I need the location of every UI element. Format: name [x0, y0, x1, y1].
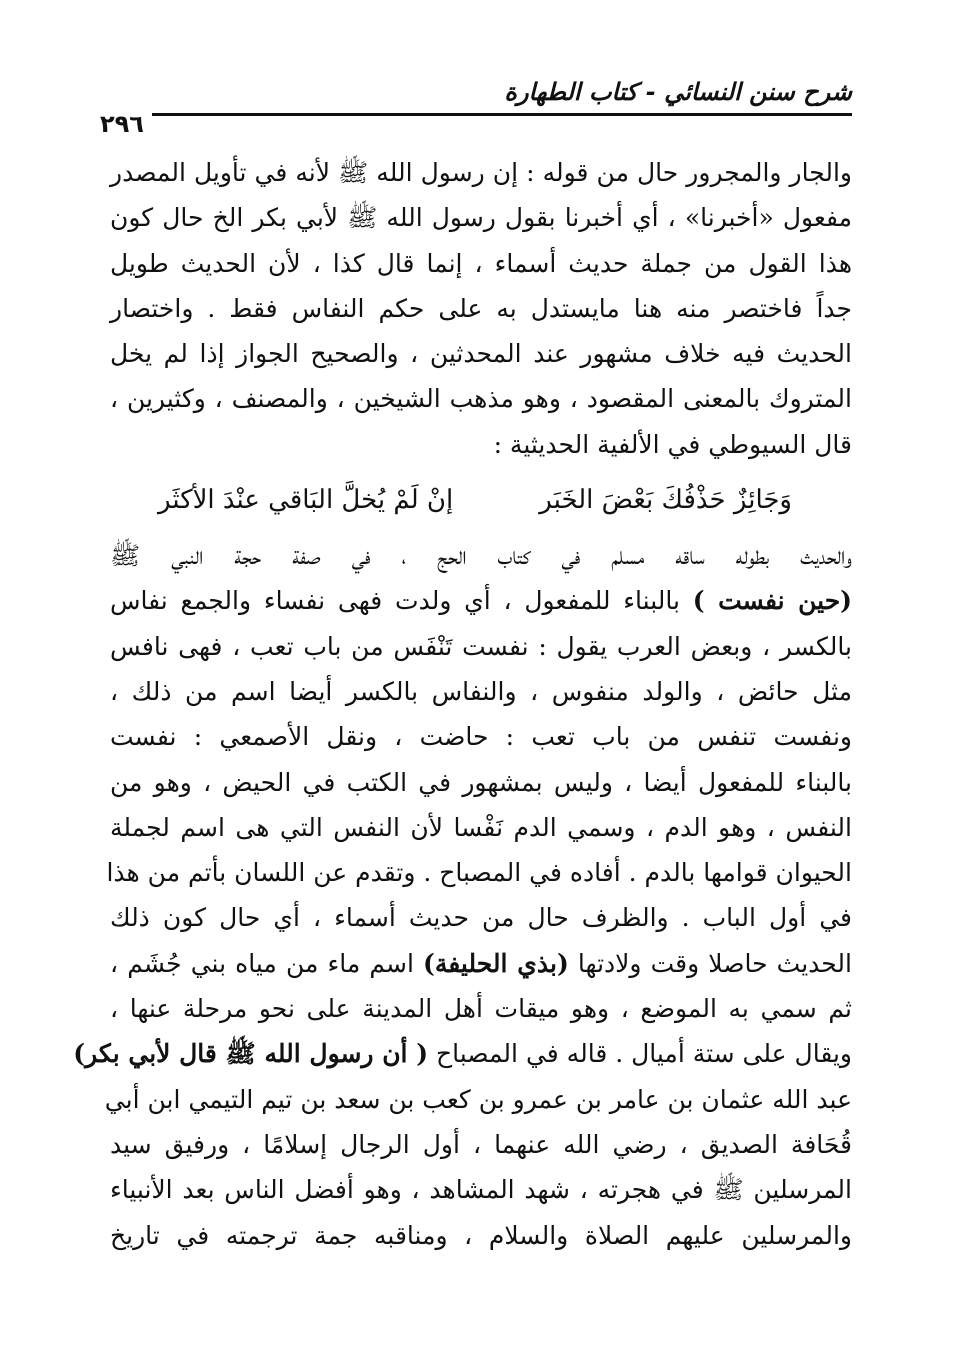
bold-quote: (بذي الحليفة) — [423, 948, 569, 978]
text-line: في أول الباب . والظرف حال من حديث أسماء ، أي حال كون ذلك — [110, 903, 852, 933]
text-line: والحديث بطوله ساقه مسلم في كتاب الحج ، في صفة حجة النبي ﷺ — [110, 541, 852, 571]
running-title: شرح سنن النسائي - كتاب الطهارة — [504, 78, 852, 106]
text-line: جداً فاختصر منه هنا مايستدل به على حكم النفاس فقط . واختصار — [110, 293, 852, 323]
text-line: مفعول «أخبرنا» ، أي أخبرنا بقول رسول الله ﷺ لأبي بكر الخ حال كون — [110, 203, 852, 233]
text-line: ونفست تنفس من باب تعب : حاضت ، ونقل الأصمعي : نفست — [110, 722, 852, 752]
text-segment: ويقال على ستة أميال . قاله في المصباح — [436, 1039, 852, 1069]
text-line: المتروك بالمعنى المقصود ، وهو مذهب الشيخين ، والمصنف ، وكثيرين ، — [110, 384, 852, 414]
text-line: والمرسلين عليهم الصلاة والسلام ، ومناقبه جمة ترجمته في تاريخ — [110, 1220, 852, 1250]
body-text — [73, 150, 852, 1258]
text-line: قال السيوطي في الألفية الحديثية : — [493, 429, 852, 459]
text-segment: بالبناء للمفعول ، أي ولدت فهى نفساء والجمع نفاس — [110, 586, 680, 616]
text-segment: اسم ماء من مياه بني جُشَم ، — [110, 948, 414, 978]
text-line — [110, 941, 852, 986]
text-line: الحيوان قوامها بالدم . أفاده في المصباح . وتقدم عن اللسان بأتم من هذا — [106, 858, 852, 888]
text-line: المرسلين ﷺ في هجرته ، شهد المشاهد ، وهو أفضل الناس بعد الأنبياء — [110, 1175, 852, 1205]
bold-quote: ( أن رسول الله ﷺ قال لأبي بكر) — [73, 1039, 429, 1069]
text-line — [110, 578, 852, 623]
text-line — [73, 1031, 852, 1076]
text-line: قُحَافة الصديق ، رضي الله عنهما ، أول الرجال إسلامًا ، ورفيق سيد — [110, 1129, 852, 1159]
poem-verse — [110, 467, 852, 533]
text-line: الحديث فيه خلاف مشهور عند المحدثين ، والصحيح الجواز إذا لم يخل — [110, 339, 852, 369]
header-rule — [92, 113, 852, 116]
text-line: هذا القول من جملة حديث أسماء ، إنما قال كذا ، لأن الحديث طويل — [110, 248, 852, 278]
text-line: بالكسر ، وبعض العرب يقول : نفست تَنْفَس من باب تعب ، فهى نافس — [110, 631, 852, 661]
text-line: بالبناء للمفعول أيضا ، وليس بمشهور في الكتب في الحيض ، وهو من — [110, 767, 852, 797]
text-line: مثل حائض ، والولد منفوس ، والنفاس بالكسر أيضا اسم من ذلك ، — [110, 676, 852, 706]
text-line: ثم سمي به الموضع ، وهو ميقات أهل المدينة على نحو مرحلة عنها ، — [110, 994, 852, 1024]
page-header — [92, 70, 852, 138]
verse-hemistich-first: وَجَائِزٌ حَذْفُكَ بَعْضَ الخَبَر — [539, 485, 792, 516]
verse-hemistich-second: إنْ لَمْ يُخلَّ البَاقي عنْدَ الأكثَر — [158, 485, 454, 516]
text-line: والجار والمجرور حال من قوله : إن رسول الله ﷺ لأنه في تأويل المصدر — [110, 158, 852, 187]
text-line: عبد الله عثمان بن عامر بن عمرو بن كعب بن سعد بن تيم التيمي ابن أبي — [104, 1084, 852, 1114]
page-number: ٢٩٦ — [92, 110, 152, 138]
text-segment: الحديث حاصلا وقت ولادتها — [577, 948, 852, 978]
bold-quote: (حين نفست ) — [692, 586, 852, 616]
text-line: النفس ، وهو الدم ، وسمي الدم نَفْسا لأن النفس التي هى اسم لجملة — [110, 812, 852, 842]
